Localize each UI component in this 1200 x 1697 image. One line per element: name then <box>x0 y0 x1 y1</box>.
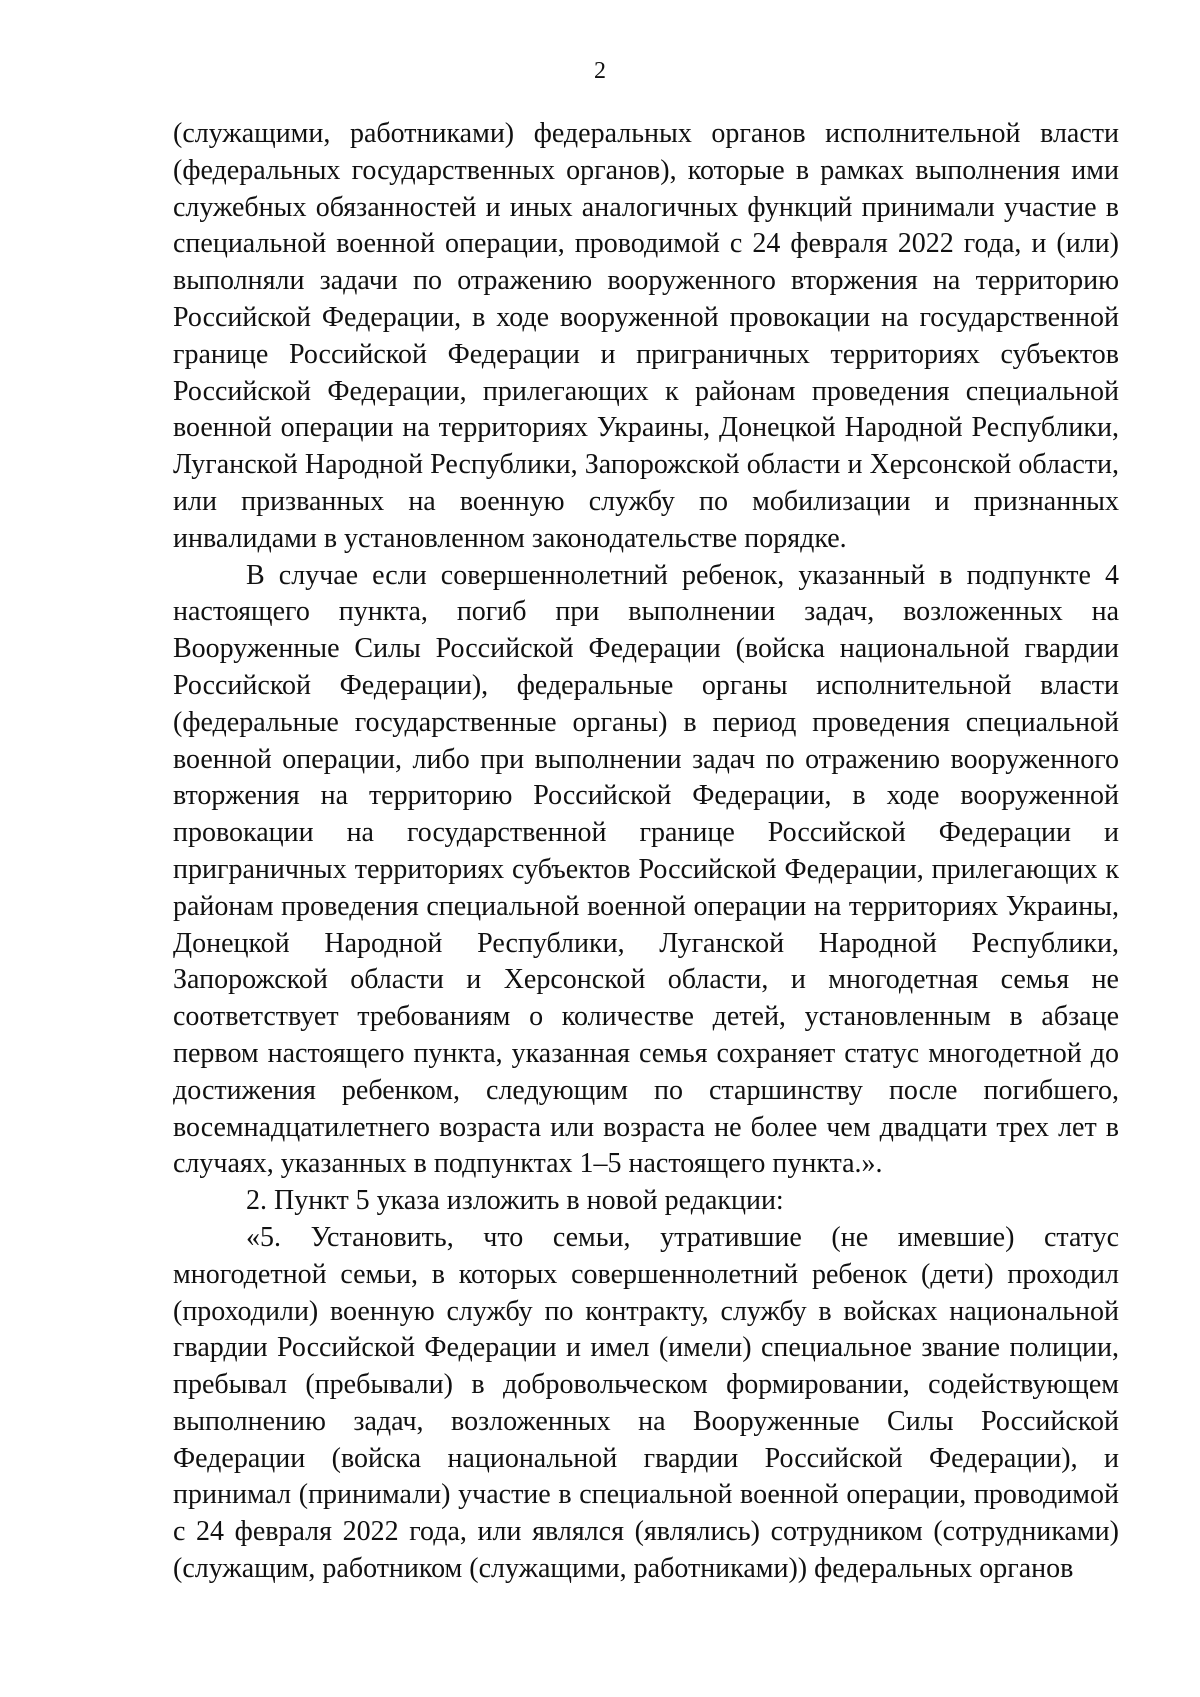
paragraph-item-5-new-text: «5. Установить, что семьи, утратившие (не имевшие) статус многодетной семьи, в которых совершеннолетний ребенок (дети) проходил (проходили) военную службу по контракту, службу в войсках национальной гвардии Российской Федерации и имел (имели) специальное звание полиции, пребывал (пребывали) в добровольческом формировании, содействующем выполнению задач, возложенных на Вооруженные Силы Российской Федерации (войска национальной гвардии Российской Федерации), и принимал (принимали) участие в специальной военной операции, проводимой с 24 февраля 2022 года, или являлся (являлись) сотрудником (сотрудниками) (служащим, работником (служащими, работниками)) федеральных органов <box>173 1221 1119 1585</box>
paragraph-adult-child-case: В случае если совершеннолетний ребенок, указанный в подпункте 4 настоящего пункта, погиб при выполнении задач, возложенных на Вооруженные Силы Российской Федерации (войска национальной гвардии Российской Федерации), федеральные органы исполнительной власти (федеральные государственные органы) в период проведения специальной военной операции, либо при выполнении задач по отражению вооруженного вторжения на территорию Российской Федерации, в ходе вооруженной провокации на государственной границе Российской Федерации и приграничных территориях субъектов Российской Федерации, прилегающих к районам проведения специальной военной операции на территориях Украины, Донецкой Народной Республики, Луганской Народной Республики, Запорожской области и Херсонской области, и многодетная семья не соответствует требованиям о количестве детей, установленным в абзаце первом настоящего пункта, указанная семья сохраняет статус многодетной до достижения ребенком, следующим по старшинству после погибшего, восемнадцатилетнего возраста или возраста не более чем двадцати трех лет в случаях, указанных в подпунктах 1–5 настоящего пункта.». <box>173 559 1119 1180</box>
paragraph-item-2: 2. Пункт 5 указа изложить в новой редакции: <box>246 1185 784 1217</box>
paragraph-continuation: (служащими, работниками) федеральных органов исполнительной власти (федеральных государственных органов), которые в рамках выполнения ими служебных обязанностей и иных аналогичных функций принимали участие в специальной военной операции, проводимой с 24 февраля 2022 года, и (или) выполняли задачи по отражению вооруженного вторжения на территорию Российской Федерации, в ходе вооруженной провокации на государственной границе Российской Федерации и приграничных территориях субъектов Российской Федерации, прилегающих к районам проведения специальной военной операции на территориях Украины, Донецкой Народной Республики, Луганской Народной Республики, Запорожской области и Херсонской области, или призванных на военную службу по мобилизации и признанных инвалидами в установленном законодательстве порядке. <box>173 118 1119 554</box>
page-number: 2 <box>594 58 606 84</box>
document-body <box>173 116 1119 1588</box>
